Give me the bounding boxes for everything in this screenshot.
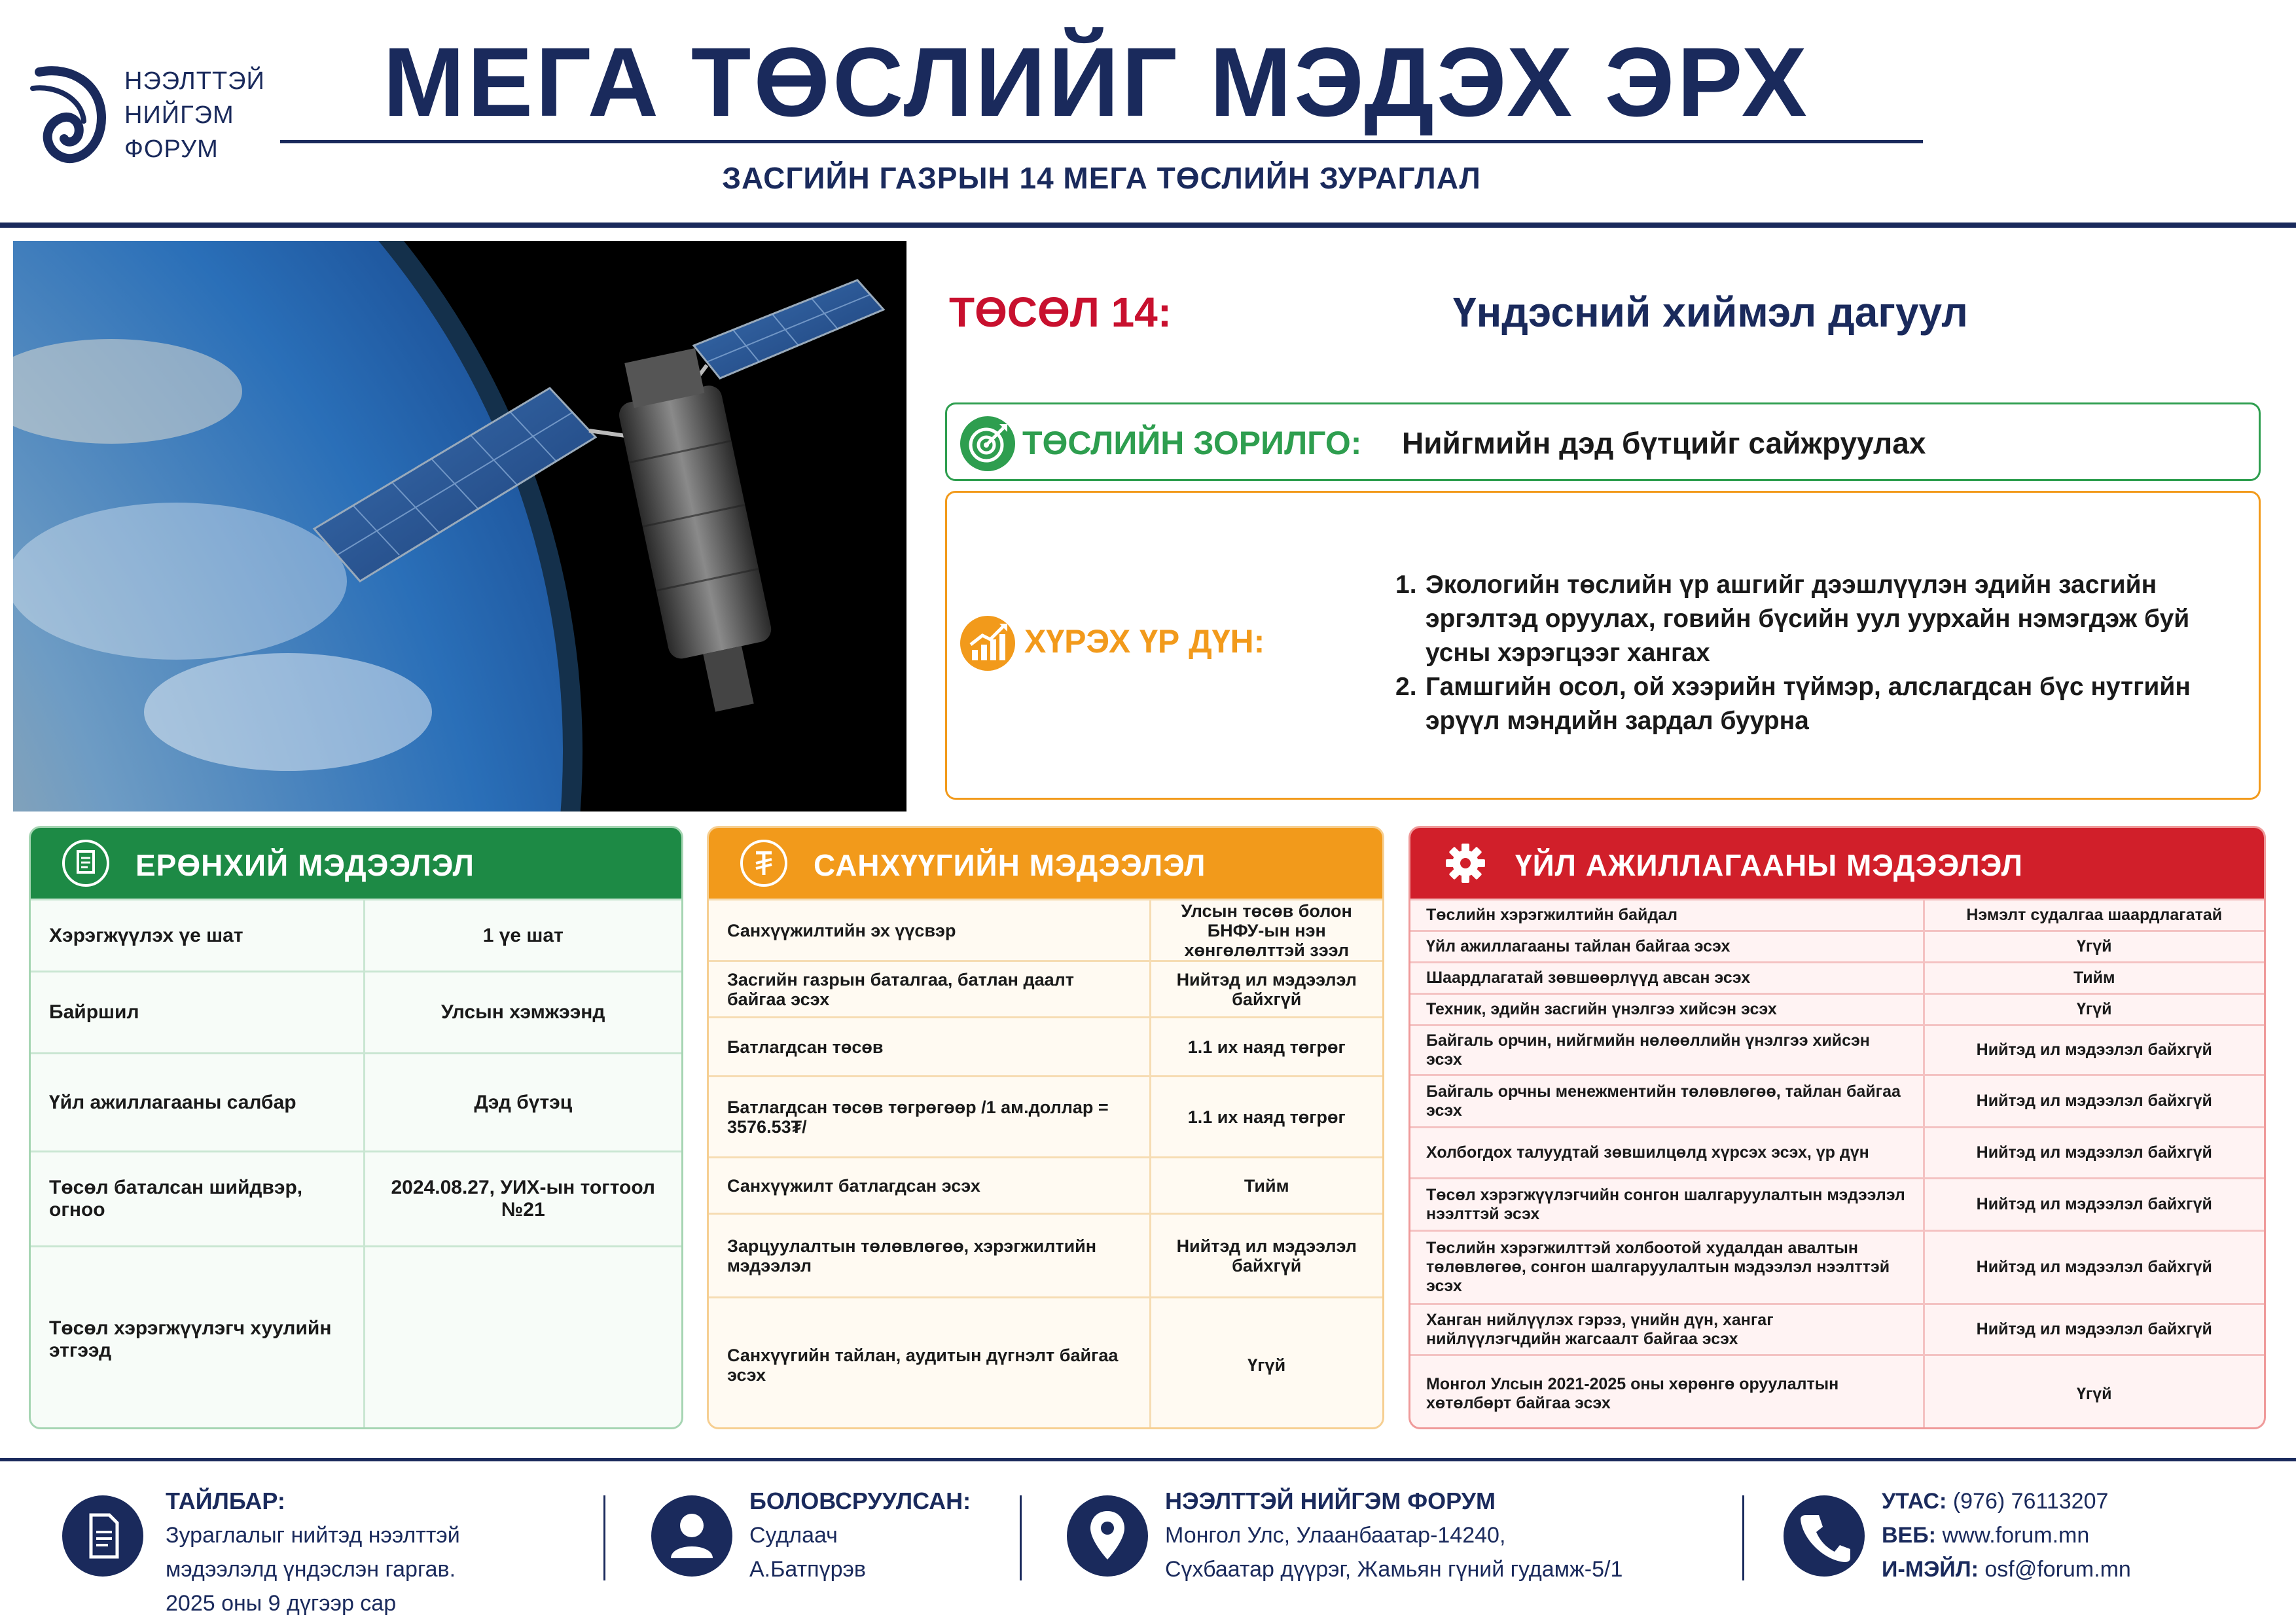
footer-note-title: ТАЙЛБАР: <box>166 1488 285 1514</box>
goal-box <box>945 402 2261 481</box>
row-label: Санхүүжилтийн эх үүсвэр <box>709 900 1150 961</box>
table-row <box>31 1247 681 1430</box>
footer-prepared-line: А.Батпүрэв <box>749 1557 866 1582</box>
row-value: Нийтэд ил мэдээлэл байхгүй <box>1924 1075 2264 1128</box>
table-row <box>1410 1179 2264 1231</box>
table-row <box>709 1214 1382 1298</box>
page-title: МЕГА ТӨСЛИЙГ МЭДЭХ ЭРХ <box>383 27 1810 137</box>
row-value: Үгүй <box>1924 1355 2264 1430</box>
general-info-panel <box>29 826 683 1429</box>
table-row <box>709 1077 1382 1158</box>
row-value: Үгүй <box>1924 931 2264 963</box>
row-label: Батлагдсан төсөв төгрөгөөр /1 ам.доллар = 3576.53₮/ <box>709 1077 1150 1158</box>
row-value: Тийм <box>1150 1158 1382 1214</box>
finance-info-title: САНХҮҮГИЙН МЭДЭЭЛЭЛ <box>814 848 1206 882</box>
table-row <box>1410 1355 2264 1430</box>
table-row <box>1410 1026 2264 1075</box>
table-row <box>709 1298 1382 1430</box>
web-link[interactable]: www.forum.mn <box>1942 1523 2090 1548</box>
general-info-table <box>31 899 681 1429</box>
operations-info-table <box>1410 899 2264 1429</box>
general-info-header <box>31 828 681 899</box>
row-value: Тийм <box>1924 963 2264 994</box>
row-label: Хэрэгжүүлэх үе шат <box>31 900 364 972</box>
table-row <box>709 1158 1382 1214</box>
footer-separator <box>1020 1495 1022 1580</box>
finance-info-panel <box>707 826 1384 1429</box>
footer-prepared-line: Судлаач <box>749 1523 838 1548</box>
row-label: Байршил <box>31 972 364 1054</box>
phone-label: УТАС: <box>1882 1489 1947 1514</box>
row-label: Зарцуулалтын төлөвлөгөө, хэрэгжилтийн мэдээлэл <box>709 1214 1150 1298</box>
row-label: Төсөл хэрэгжүүлэгч хуулийн этгээд <box>31 1247 364 1430</box>
table-row <box>709 900 1382 961</box>
row-label: Санхүүгийн тайлан, аудитын дүгнэлт байгаа эсэх <box>709 1298 1150 1430</box>
footer-prepared-title: БОЛОВСРУУЛСАН: <box>749 1488 971 1514</box>
phone-value[interactable]: (976) 76113207 <box>1952 1489 2109 1514</box>
logo-line-3: ФОРУМ <box>124 135 219 163</box>
result-item-text: Гамшгийн осол, ой хээрийн түймэр, алслагдсан бүс нутгийн эрүүл мэндийн зардал буурна <box>1426 673 2191 735</box>
result-item-number: 1. <box>1395 571 1417 599</box>
row-label: Холбогдох талуудтай зөвшилцөлд хүрсэх эсэх, үр дүн <box>1410 1128 1924 1179</box>
row-label: Үйл ажиллагааны салбар <box>31 1054 364 1152</box>
table-row <box>31 900 681 972</box>
result-list <box>1395 568 2246 738</box>
logo-mark-icon <box>26 59 111 170</box>
title-divider <box>280 140 1923 143</box>
row-value: 1 үе шат <box>364 900 681 972</box>
result-label: ХҮРЭХ ҮР ДҮН: <box>1024 623 1265 660</box>
footer-contact <box>1882 1484 2131 1586</box>
table-row <box>31 1054 681 1152</box>
row-value: Үгүй <box>1924 994 2264 1026</box>
row-label: Ханган нийлүүлэх гэрээ, үнийн дүн, хангаг нийлүүлэгчдийн жагсаалт байгаа эсэх <box>1410 1304 1924 1355</box>
table-row <box>709 1018 1382 1077</box>
row-label: Шаардлагатай зөвшөөрлүүд авсан эсэх <box>1410 963 1924 994</box>
result-item-text: Экологийн төслийн үр ашгийг дээшлүүлэн эдийн засгийн эргэлтэд оруулах, говийн бүсийн уул уурхайн нэмэгдэж буй усны хэрэгцээг хангах <box>1426 571 2190 667</box>
row-label: Монгол Улсын 2021-2025 оны хөрөнгө оруулалтын хөтөлбөрт байгаа эсэх <box>1410 1355 1924 1430</box>
operations-info-panel <box>1408 826 2266 1429</box>
result-item-number: 2. <box>1395 673 1417 701</box>
footer-prepared <box>749 1484 971 1586</box>
row-value: Нэмэлт судалгаа шаардлагатай <box>1924 900 2264 931</box>
row-value: Нийтэд ил мэдээлэл байхгүй <box>1150 961 1382 1018</box>
web-label: ВЕБ: <box>1882 1523 1936 1548</box>
logo-line-2: НИЙГЭМ <box>124 101 234 129</box>
row-value: Нийтэд ил мэдээлэл байхгүй <box>1924 1026 2264 1075</box>
footer-org-line: Сүхбаатар дүүрэг, Жамьян гүний гудамж-5/1 <box>1165 1557 1623 1582</box>
row-label: Байгаль орчны менежментийн төлөвлөгөө, тайлан байгаа эсэх <box>1410 1075 1924 1128</box>
finance-info-table <box>709 899 1382 1429</box>
page-subtitle: ЗАСГИЙН ГАЗРЫН 14 МЕГА ТӨСЛИЙН ЗУРАГЛАЛ <box>722 161 1481 195</box>
row-value: Үгүй <box>1150 1298 1382 1430</box>
row-value: Нийтэд ил мэдээлэл байхгүй <box>1924 1304 2264 1355</box>
row-value: Нийтэд ил мэдээлэл байхгүй <box>1924 1128 2264 1179</box>
result-box <box>945 491 2261 800</box>
footer-divider <box>0 1458 2296 1461</box>
row-label: Техник, эдийн засгийн үнэлгээ хийсэн эсэх <box>1410 994 1924 1026</box>
row-label: Төслийн хэрэгжилтийн байдал <box>1410 900 1924 931</box>
table-row <box>31 1152 681 1247</box>
table-row <box>1410 900 2264 931</box>
footer-note <box>166 1484 460 1620</box>
footer-note-line: 2025 оны 9 дүгээр сар <box>166 1591 397 1616</box>
row-label: Төсөл хэрэгжүүлэгчийн сонгон шалгаруулалтын мэдээлэл нээлттэй эсэх <box>1410 1179 1924 1231</box>
document-icon <box>62 840 109 887</box>
general-info-title: ЕРӨНХИЙ МЭДЭЭЛЭЛ <box>135 848 475 882</box>
row-value: 1.1 их наяд төгрөг <box>1150 1018 1382 1077</box>
footer-org <box>1165 1484 1623 1586</box>
gear-icon <box>1442 840 1489 887</box>
row-value: 2024.08.27, УИХ-ын тогтоол №21 <box>364 1152 681 1247</box>
row-label: Засгийн газрын баталгаа, батлан даалт байгаа эсэх <box>709 961 1150 1018</box>
operations-info-title: ҮЙЛ АЖИЛЛАГААНЫ МЭДЭЭЛЭЛ <box>1515 848 2023 882</box>
operations-info-header <box>1410 828 2264 899</box>
row-label: Төсөл баталсан шийдвэр, огноо <box>31 1152 364 1247</box>
footer-note-line: мэдээлэлд үндэслэн гаргав. <box>166 1557 456 1582</box>
row-label: Батлагдсан төсөв <box>709 1018 1150 1077</box>
row-label: Үйл ажиллагааны тайлан байгаа эсэх <box>1410 931 1924 963</box>
table-row <box>1410 963 2264 994</box>
email-label: И-МЭЙЛ: <box>1882 1557 1979 1582</box>
goal-text: Нийгмийн дэд бүтцийг сайжруулах <box>1402 426 1926 460</box>
email-link[interactable]: osf@forum.mn <box>1984 1557 2131 1582</box>
row-value: 1.1 их наяд төгрөг <box>1150 1077 1382 1158</box>
location-pin-icon <box>1067 1495 1148 1577</box>
row-label: Байгаль орчин, нийгмийн нөлөөллийн үнэлгээ хийсэн эсэх <box>1410 1026 1924 1075</box>
row-value <box>364 1247 681 1430</box>
document-icon <box>62 1495 143 1577</box>
table-row <box>709 961 1382 1018</box>
row-value: Улсын төсөв болон БНФУ-ын нэн хөнгөлөлттэй зээл <box>1150 900 1382 961</box>
footer-note-line: Зураглалыг нийтэд нээлттэй <box>166 1523 460 1548</box>
goal-label: ТӨСЛИЙН ЗОРИЛГО: <box>1022 425 1362 461</box>
table-row <box>31 972 681 1054</box>
row-value: Улсын хэмжээнд <box>364 972 681 1054</box>
logo-line-1: НЭЭЛТТЭЙ <box>124 67 265 95</box>
table-row <box>1410 1304 2264 1355</box>
chart-growth-icon <box>960 616 1015 671</box>
row-value: Нийтэд ил мэдээлэл байхгүй <box>1924 1179 2264 1231</box>
result-item <box>1395 568 2246 670</box>
table-row <box>1410 1231 2264 1304</box>
logo <box>26 52 275 183</box>
project-number: ТӨСӨЛ 14: <box>949 289 1172 336</box>
table-row <box>1410 1128 2264 1179</box>
target-icon <box>960 416 1015 471</box>
satellite-image <box>13 241 906 812</box>
user-icon <box>651 1495 732 1577</box>
result-item <box>1395 670 2246 738</box>
finance-info-header <box>709 828 1382 899</box>
tugrik-icon <box>740 840 787 887</box>
row-label: Санхүүжилт батлагдсан эсэх <box>709 1158 1150 1214</box>
table-row <box>1410 994 2264 1026</box>
row-value: Нийтэд ил мэдээлэл байхгүй <box>1150 1214 1382 1298</box>
row-label: Төслийн хэрэгжилттэй холбоотой худалдан авалтын төлөвлөгөө, сонгон шалгаруулалтын мэдээлэл нээлттэй эсэх <box>1410 1231 1924 1304</box>
project-name: Үндэсний хиймэл дагуул <box>1453 289 1968 336</box>
footer-separator <box>1742 1495 1744 1580</box>
table-row <box>1410 931 2264 963</box>
footer-org-line: Монгол Улс, Улаанбаатар-14240, <box>1165 1523 1506 1548</box>
row-value: Дэд бүтэц <box>364 1054 681 1152</box>
phone-icon <box>1784 1495 1865 1577</box>
footer-org-title: НЭЭЛТТЭЙ НИЙГЭМ ФОРУМ <box>1165 1488 1496 1514</box>
footer-separator <box>603 1495 605 1580</box>
row-value: Нийтэд ил мэдээлэл байхгүй <box>1924 1231 2264 1304</box>
table-row <box>1410 1075 2264 1128</box>
header-divider <box>0 223 2296 228</box>
